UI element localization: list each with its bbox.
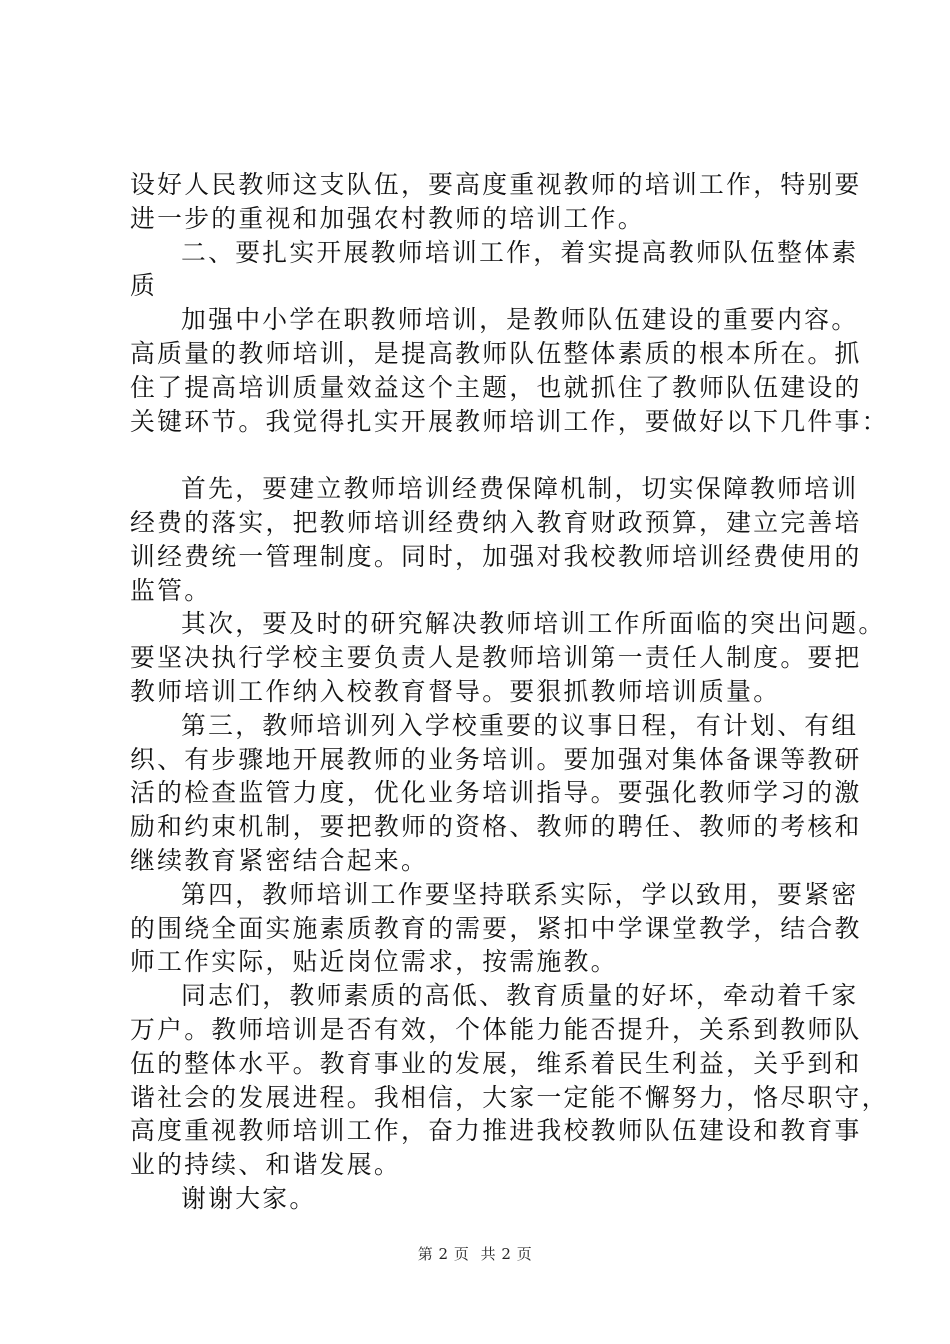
paragraph-start: 首先，要建立教师培训经费保障机制，切实保障教师培训: [181, 474, 859, 504]
text-line: 万户。教师培训是否有效，个体能力能否提升，关系到教师队: [130, 1014, 862, 1044]
section-heading-continued: 质: [130, 271, 158, 301]
paragraph-start: 加强中小学在职教师培训，是教师队伍建设的重要内容。: [181, 305, 859, 335]
paragraph-start: 其次，要及时的研究解决教师培训工作所面临的突出问题。: [181, 609, 886, 639]
paragraph-start: 第三，教师培训列入学校重要的议事日程，有计划、有组: [181, 710, 859, 740]
text-line: 教师培训工作纳入校教育督导。要狠抓教师培训质量。: [130, 676, 781, 706]
text-line: 经费的落实，把教师培训经费纳入教育财政预算，建立完善培: [130, 507, 862, 537]
text-line: 织、有步骤地开展教师的业务培训。要加强对集体备课等教研: [130, 744, 862, 774]
text-line: 高质量的教师培训，是提高教师队伍整体素质的根本所在。抓: [130, 338, 862, 368]
page-total: 共 2 页: [480, 1245, 533, 1263]
text-line: 设好人民教师这支队伍，要高度重视教师的培训工作，特别要: [130, 170, 862, 199]
text-line: 高度重视教师培训工作，奋力推进我校教师队伍建设和教育事: [130, 1116, 862, 1146]
paragraph-start: 第四，教师培训工作要坚持联系实际，学以致用，要紧密: [181, 879, 859, 909]
paragraph-start: 同志们，教师素质的高低、教育质量的好坏，牵动着千家: [181, 981, 859, 1011]
text-line: 要坚决执行学校主要负责人是教师培训第一责任人制度。要把: [130, 643, 862, 673]
page-number: 第 2 页: [417, 1245, 470, 1263]
text-line: 住了提高培训质量效益这个主题，也就抓住了教师队伍建设的: [130, 372, 862, 402]
closing-line: 谢谢大家。: [181, 1183, 317, 1213]
section-heading: 二、要扎实开展教师培训工作，着实提高教师队伍整体素: [181, 237, 859, 267]
page-footer: [0, 1243, 950, 1264]
blank-line: [130, 438, 836, 472]
text-line: 师工作实际，贴近岗位需求，按需施教。: [130, 947, 618, 977]
text-line: 伍的整体水平。教育事业的发展，维系着民生利益，关乎到和: [130, 1048, 862, 1078]
text-line: 监管。: [130, 575, 212, 605]
text-line: 的围绕全面实施素质教育的需要，紧扣中学课堂教学，结合教: [130, 913, 862, 943]
text-line: 继续教育紧密结合起来。: [130, 845, 429, 875]
document-body: [130, 168, 889, 1216]
text-line: 励和约束机制，要把教师的资格、教师的聘任、教师的考核和: [130, 812, 862, 842]
text-line: 训经费统一管理制度。同时，加强对我校教师培训经费使用的: [130, 541, 862, 571]
text-line: 活的检查监管力度，优化业务培训指导。要强化教师学习的激: [130, 778, 862, 808]
text-line: 进一步的重视和加强农村教师的培训工作。: [130, 203, 645, 233]
text-line: 关键环节。我觉得扎实开展教师培训工作，要做好以下几件事：: [130, 406, 889, 436]
text-line: 谐社会的发展进程。我相信，大家一定能不懈努力，恪尽职守，: [130, 1082, 889, 1112]
text-line: 业的持续、和谐发展。: [130, 1150, 401, 1180]
